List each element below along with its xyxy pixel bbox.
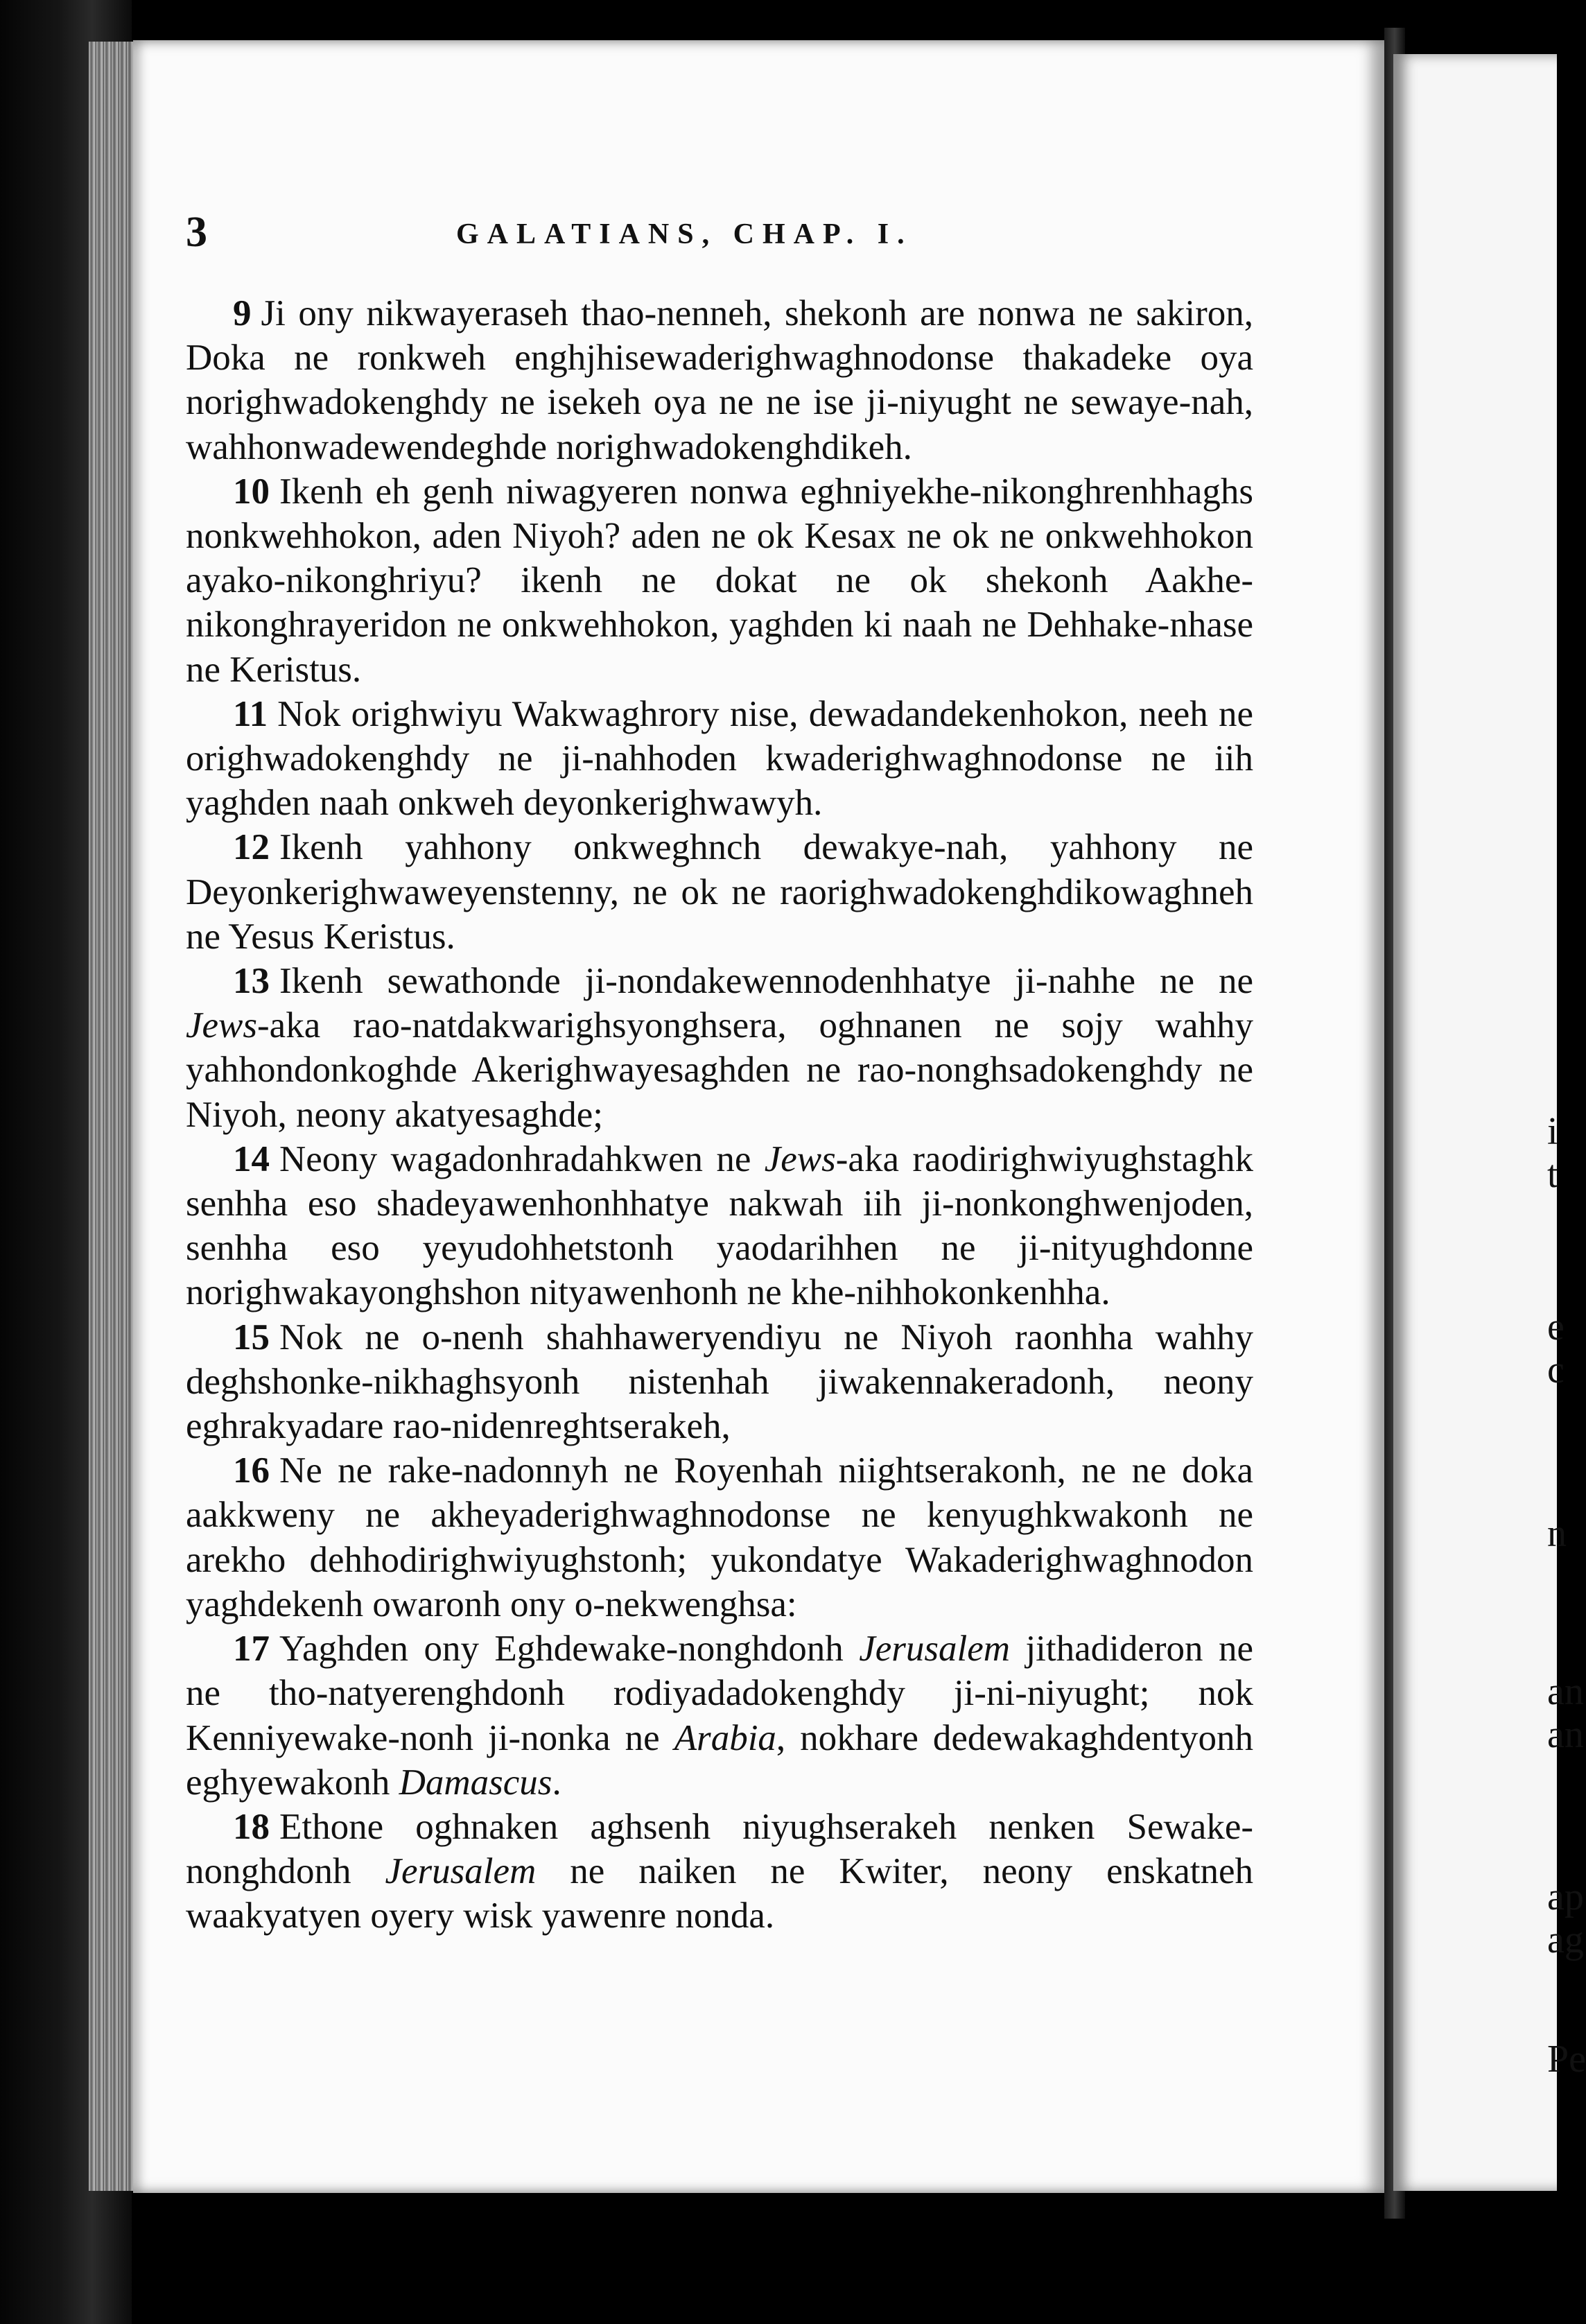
verse-18 <box>186 1805 1253 1939</box>
verse-number: 17 <box>233 1629 270 1670</box>
verse-number: 14 <box>233 1138 270 1179</box>
facing-page-fragment: an <box>1547 1713 1584 1756</box>
verse-text: Ethone oghnaken aghsenh niyughserakeh nenken Sewake-nonghdonh <box>186 1806 1253 1892</box>
facing-page-fragment: e <box>1547 1306 1565 1349</box>
verse-text: Yaghden ony Eghdewake-nonghdonh <box>279 1629 860 1670</box>
page-header <box>186 208 1253 263</box>
verse-text: Ikenh yahhony onkweghnch dewakye-nah, yahhony ne Deyonkerighwaweyenstenny, ne ok ne raorighwadokenghdikowaghneh ne Yesus Keristus. <box>186 827 1253 957</box>
verse-text: Ikenh sewathonde ji-nondakewennodenhhatye ji-nahhe ne ne <box>279 961 1253 1002</box>
verse-text: , nokhare dedewakaghdentyonh eghyewakonh <box>186 1717 1253 1803</box>
verse-12 <box>186 825 1253 959</box>
verse-text-italic: Arabia <box>674 1717 776 1758</box>
facing-page-fragment: ag <box>1547 1918 1584 1961</box>
scripture-text <box>186 291 1253 1939</box>
verse-number: 15 <box>233 1317 270 1358</box>
running-head: GALATIANS, CHAP. I. <box>456 218 913 250</box>
verse-text-italic: Jews <box>764 1138 836 1179</box>
verse-text-italic: Jerusalem <box>385 1851 537 1892</box>
verse-text: Ne ne rake-nadonnyh ne Royenhah niightserakonh, ne ne doka aakkweny ne akheyaderighwaghnodonse ne kenyughkwakonh ne arekho dehhodirighwiyughstonh; yukondatye Wakaderighwaghnodon yaghdekenh owaronh ony o-nekwenghsa: <box>186 1450 1253 1624</box>
verse-14 <box>186 1137 1253 1315</box>
verse-number: 10 <box>233 471 270 512</box>
verse-text-italic: Jerusalem <box>859 1629 1011 1670</box>
facing-page <box>1393 54 1586 2191</box>
verse-text: Neony wagadonhradahkwen ne <box>279 1138 765 1179</box>
verse-17 <box>186 1627 1253 1805</box>
facing-page-fragment: t <box>1547 1153 1558 1196</box>
verse-13 <box>186 959 1253 1137</box>
verse-text: -aka rao-natdakwarighsyonghsera, oghnanen ne sojy wahhy yahhondonkoghde Akerighwayesaghden ne rao-nonghsadokenghdy ne Niyoh, neony akatyesaghde; <box>186 1005 1253 1135</box>
verse-11 <box>186 692 1253 826</box>
facing-page-fragment: i <box>1547 1110 1558 1153</box>
verse-text: Nok orighwiyu Wakwaghrory nise, dewadandekenhokon, neeh ne orighwadokenghdy ne ji-nahhoden kwaderighwaghnodonse ne iih yaghden naah onkweh deyonkerighwawyh. <box>186 693 1253 824</box>
verse-number: 16 <box>233 1450 270 1491</box>
facing-page-fragment: ap <box>1547 1875 1584 1918</box>
verse-text: . <box>552 1762 561 1803</box>
verse-number: 9 <box>233 293 252 333</box>
facing-page-fragment: Pe <box>1547 2038 1586 2081</box>
page-number: 3 <box>186 209 207 256</box>
verse-text: -aka raodirighwiyughstaghk senhha eso shadeyawenhonhhatye nakwah iih ji-nonkonghwenjoden, senhha eso yeyudohhetstonh yaodarihhen ne ji-nityughdonne norighwakayonghshon nityawenhonh ne khe-nihhokonkenhha. <box>186 1138 1253 1313</box>
verse-text-italic: Jews <box>186 1005 258 1046</box>
verse-text: Ikenh eh genh niwagyeren nonwa eghniyekhe-nikonghrenhhaghs nonkwehhokon, aden Niyoh? aden ne ok Kesax ne ok ne onkwehhokon ayako-nikonghriyu? ikenh ne dokat ne ok shekonh Aakhe-nikonghrayeridon ne onkwehhokon, yaghden ki naah ne Dehhake-nhase ne Keristus. <box>186 471 1253 690</box>
verse-text: jithadideron ne ne tho-natyerenghdonh rodiyadadokenghdy ji-ni-niyught; nok Kenniyewake-nonh ji-nonka ne <box>186 1629 1253 1758</box>
facing-page-fragment: n <box>1547 1512 1567 1555</box>
verse-text: ne naiken ne Kwiter, neony enskatneh waakyatyen oyery wisk yawenre nonda. <box>186 1851 1254 1936</box>
facing-page-fragment: an <box>1547 1670 1584 1713</box>
verse-number: 18 <box>233 1806 270 1847</box>
verse-number: 11 <box>233 693 268 734</box>
verse-16 <box>186 1448 1253 1627</box>
facing-page-fragment: c <box>1547 1349 1565 1391</box>
verse-15 <box>186 1315 1253 1449</box>
verse-10 <box>186 469 1253 692</box>
verse-number: 12 <box>233 827 270 868</box>
verse-9 <box>186 291 1253 469</box>
verse-text: Ji ony nikwayeraseh thao-nenneh, shekonh are nonwa ne sakiron, Doka ne ronkweh enghjhisewaderighwaghnodonse thakadeke oya norighwadokenghdy ne isekeh oya ne ne ise ji-niyught ne sewaye-nah, wahhonwadewendeghde norighwadokenghdikeh. <box>186 293 1253 467</box>
verse-text: Nok ne o-nenh shahhaweryendiyu ne Niyoh raonhha wahhy deghshonke-nikhaghsyonh nistenhah jiwakennakeradonh, neony eghrakyadare rao-nidenreghtserakeh, <box>186 1317 1253 1447</box>
verse-text-italic: Damascus <box>399 1762 552 1803</box>
verse-number: 13 <box>233 961 270 1002</box>
page-edges <box>89 42 137 2191</box>
